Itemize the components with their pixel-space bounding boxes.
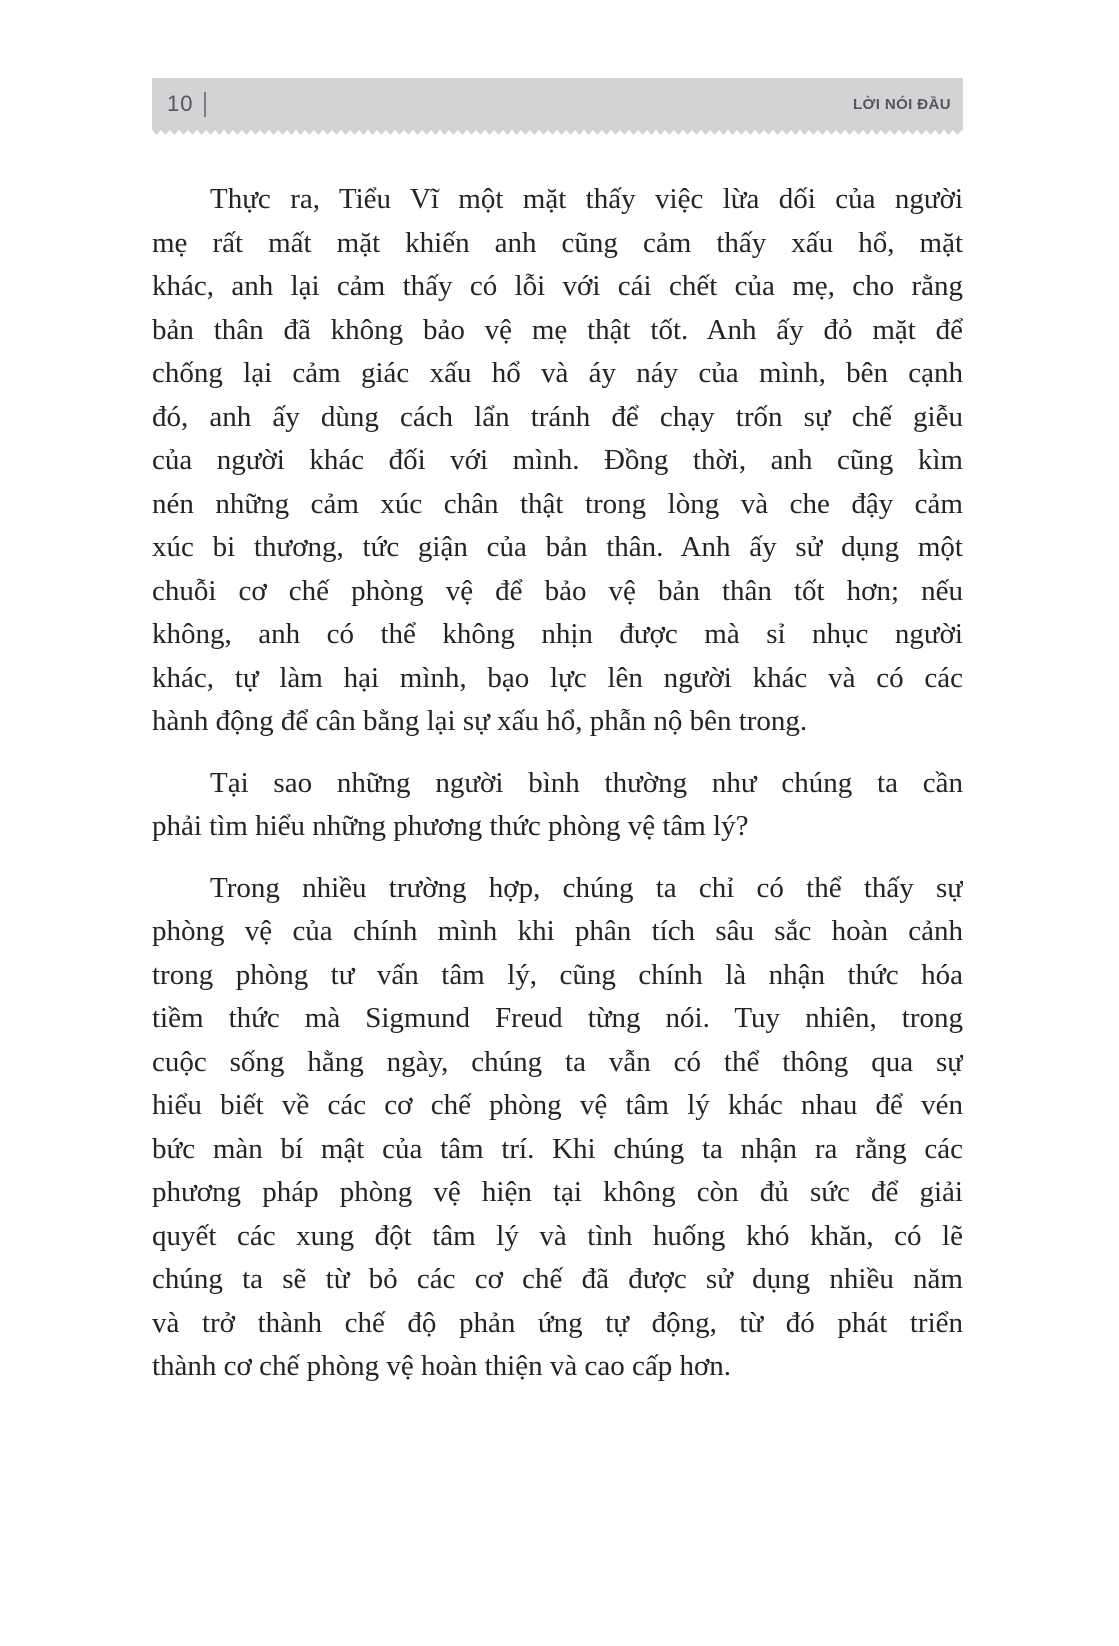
page-number-divider: [204, 92, 206, 117]
text-line: hiểu biết về các cơ chế phòng vệ tâm lý khác nhau để vén: [152, 1089, 963, 1121]
text-line: trong phòng tư vấn tâm lý, cũng chính là nhận thức hóa: [152, 958, 963, 991]
text-line: không, anh có thể không nhịn được mà sỉ nhục người: [152, 618, 963, 650]
text-line: bức màn bí mật của tâm trí. Khi chúng ta nhận ra rằng các: [152, 1132, 963, 1165]
text-line: phải tìm hiểu những phương thức phòng vệ tâm lý?: [152, 810, 749, 842]
page-number: 10: [167, 91, 194, 116]
text-line: mẹ rất mất mặt khiến anh cũng cảm thấy xấu hổ, mặt: [152, 226, 963, 259]
text-line: tiềm thức mà Sigmund Freud từng nói. Tuy nhiên, trong: [152, 1002, 963, 1034]
paragraph-2: [152, 762, 963, 849]
text-line: Tại sao những người bình thường như chúng ta cần: [210, 766, 963, 799]
header-left: [167, 91, 206, 117]
text-line: xúc bi thương, tức giận của bản thân. Anh ấy sử dụng một: [152, 531, 963, 563]
text-line: Trong nhiều trường hợp, chúng ta chỉ có thể thấy sự: [210, 871, 963, 904]
header-band: [152, 78, 963, 130]
text-line: chuỗi cơ chế phòng vệ để bảo vệ bản thân tốt hơn; nếu: [152, 574, 963, 607]
text-line: của người khác đối với mình. Đồng thời, anh cũng kìm: [152, 444, 963, 476]
paragraph-3: [152, 867, 963, 1389]
body-text: [152, 178, 963, 1407]
page-header: [152, 78, 963, 135]
text-line: khác, tự làm hại mình, bạo lực lên người khác và có các: [152, 661, 963, 694]
text-line: cuộc sống hằng ngày, chúng ta vẫn có thể thông qua sự: [152, 1045, 963, 1078]
text-line: quyết các xung đột tâm lý và tình huống khó khăn, có lẽ: [152, 1219, 963, 1252]
text-line: chống lại cảm giác xấu hổ và áy náy của mình, bên cạnh: [152, 357, 963, 389]
text-line: khác, anh lại cảm thấy có lỗi với cái chết của mẹ, cho rằng: [152, 270, 963, 302]
text-line: hành động để cân bằng lại sự xấu hổ, phẫn nộ bên trong.: [152, 705, 808, 737]
text-line: nén những cảm xúc chân thật trong lòng và che đậy cảm: [152, 487, 963, 520]
zigzag-edge: [152, 130, 963, 135]
text-line: phòng vệ của chính mình khi phân tích sâu sắc hoàn cảnh: [152, 915, 963, 947]
text-line: phương pháp phòng vệ hiện tại không còn đủ sức để giải: [152, 1176, 963, 1208]
text-line: chúng ta sẽ từ bỏ các cơ chế đã được sử dụng nhiều năm: [152, 1263, 963, 1295]
paragraph-1: [152, 178, 963, 744]
text-line: Thực ra, Tiểu Vĩ một mặt thấy việc lừa dối của người: [210, 183, 963, 215]
text-line: bản thân đã không bảo vệ mẹ thật tốt. Anh ấy đỏ mặt để: [152, 313, 963, 346]
running-title: LỜI NÓI ĐẦU: [852, 95, 951, 113]
text-line: thành cơ chế phòng vệ hoàn thiện và cao cấp hơn.: [152, 1350, 732, 1382]
text-line: và trở thành chế độ phản ứng tự động, từ đó phát triển: [152, 1306, 963, 1339]
text-line: đó, anh ấy dùng cách lẩn tránh để chạy trốn sự chế giễu: [152, 400, 963, 433]
